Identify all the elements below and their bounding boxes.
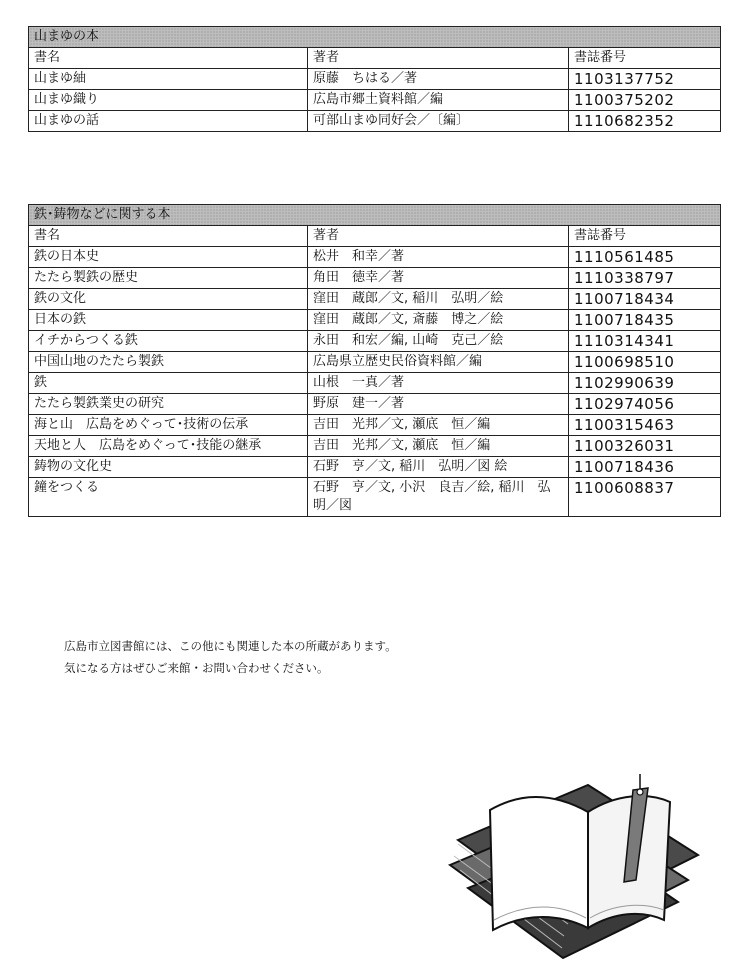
book-title: 鐘をつくる — [29, 478, 308, 517]
header-author: 著者 — [308, 226, 569, 247]
book-title: たたら製鉄の歴史 — [29, 268, 308, 289]
book-title: 日本の鉄 — [29, 310, 308, 331]
book-title: 山まゆの話 — [29, 111, 308, 132]
table-row — [29, 111, 721, 132]
book-title: 鉄 — [29, 373, 308, 394]
table-row — [29, 394, 721, 415]
book-title: 鉄の文化 — [29, 289, 308, 310]
yamamayu-books-table — [28, 26, 721, 132]
header-row — [29, 48, 721, 69]
book-author: 松井 和幸／著 — [308, 247, 569, 268]
header-row — [29, 226, 721, 247]
book-author: 石野 亨／文, 稲川 弘明／図 絵 — [308, 457, 569, 478]
header-author: 著者 — [308, 48, 569, 69]
section-title-row — [29, 27, 721, 48]
table-row — [29, 352, 721, 373]
iron-casting-books-table — [28, 204, 721, 517]
book-title: イチからつくる鉄 — [29, 331, 308, 352]
book-title: 中国山地のたたら製鉄 — [29, 352, 308, 373]
book-author: 可部山まゆ同好会／〔編〕 — [308, 111, 569, 132]
table-row — [29, 268, 721, 289]
open-book-stack-icon — [438, 770, 708, 960]
book-title: 山まゆ織り — [29, 90, 308, 111]
table-row — [29, 90, 721, 111]
bib-number: 1110561485 — [569, 247, 721, 268]
bib-number: 1110682352 — [569, 111, 721, 132]
book-title: 天地と人 広島をめぐって･技能の継承 — [29, 436, 308, 457]
table-row — [29, 310, 721, 331]
book-author: 窪田 蔵郎／文, 稲川 弘明／絵 — [308, 289, 569, 310]
header-bib-number: 書誌番号 — [569, 48, 721, 69]
bib-number: 1110314341 — [569, 331, 721, 352]
book-author: 石野 亨／文, 小沢 良吉／絵, 稲川 弘明／図 — [308, 478, 569, 517]
bib-number: 1103137752 — [569, 69, 721, 90]
bib-number: 1100718434 — [569, 289, 721, 310]
bib-number: 1102974056 — [569, 394, 721, 415]
library-note-line-2: 気になる方はぜひご来館・お問い合わせください。 — [64, 661, 329, 675]
book-author: 広島県立歴史民俗資料館／編 — [308, 352, 569, 373]
table-row — [29, 415, 721, 436]
table-row — [29, 331, 721, 352]
bib-number: 1102990639 — [569, 373, 721, 394]
section-title: 鉄･鋳物などに関する本 — [29, 205, 721, 226]
table-row — [29, 478, 721, 517]
book-title: 山まゆ紬 — [29, 69, 308, 90]
bib-number: 1110338797 — [569, 268, 721, 289]
table-row — [29, 373, 721, 394]
book-title: 海と山 広島をめぐって･技術の伝承 — [29, 415, 308, 436]
bib-number: 1100718435 — [569, 310, 721, 331]
book-title: 鋳物の文化史 — [29, 457, 308, 478]
table-row — [29, 436, 721, 457]
book-author: 野原 建一／著 — [308, 394, 569, 415]
bib-number: 1100718436 — [569, 457, 721, 478]
book-author: 角田 徳幸／著 — [308, 268, 569, 289]
header-bib-number: 書誌番号 — [569, 226, 721, 247]
book-author: 原藤 ちはる／著 — [308, 69, 569, 90]
bib-number: 1100315463 — [569, 415, 721, 436]
book-author: 広島市郷土資料館／編 — [308, 90, 569, 111]
bib-number: 1100375202 — [569, 90, 721, 111]
header-title: 書名 — [29, 226, 308, 247]
section-title-row — [29, 205, 721, 226]
table-row — [29, 247, 721, 268]
book-author: 永田 和宏／編, 山崎 克己／絵 — [308, 331, 569, 352]
book-author: 吉田 光邦／文, 瀬底 恒／編 — [308, 415, 569, 436]
book-title: たたら製鉄業史の研究 — [29, 394, 308, 415]
library-note-line-1: 広島市立図書館には、この他にも関連した本の所蔵があります。 — [64, 639, 397, 653]
book-author: 山根 一真／著 — [308, 373, 569, 394]
header-title: 書名 — [29, 48, 308, 69]
book-author: 吉田 光邦／文, 瀬底 恒／編 — [308, 436, 569, 457]
table-row — [29, 457, 721, 478]
table-row — [29, 69, 721, 90]
bib-number: 1100698510 — [569, 352, 721, 373]
section-title: 山まゆの本 — [29, 27, 721, 48]
bib-number: 1100608837 — [569, 478, 721, 517]
bib-number: 1100326031 — [569, 436, 721, 457]
table-row — [29, 289, 721, 310]
book-title: 鉄の日本史 — [29, 247, 308, 268]
book-author: 窪田 蔵郎／文, 斎藤 博之／絵 — [308, 310, 569, 331]
